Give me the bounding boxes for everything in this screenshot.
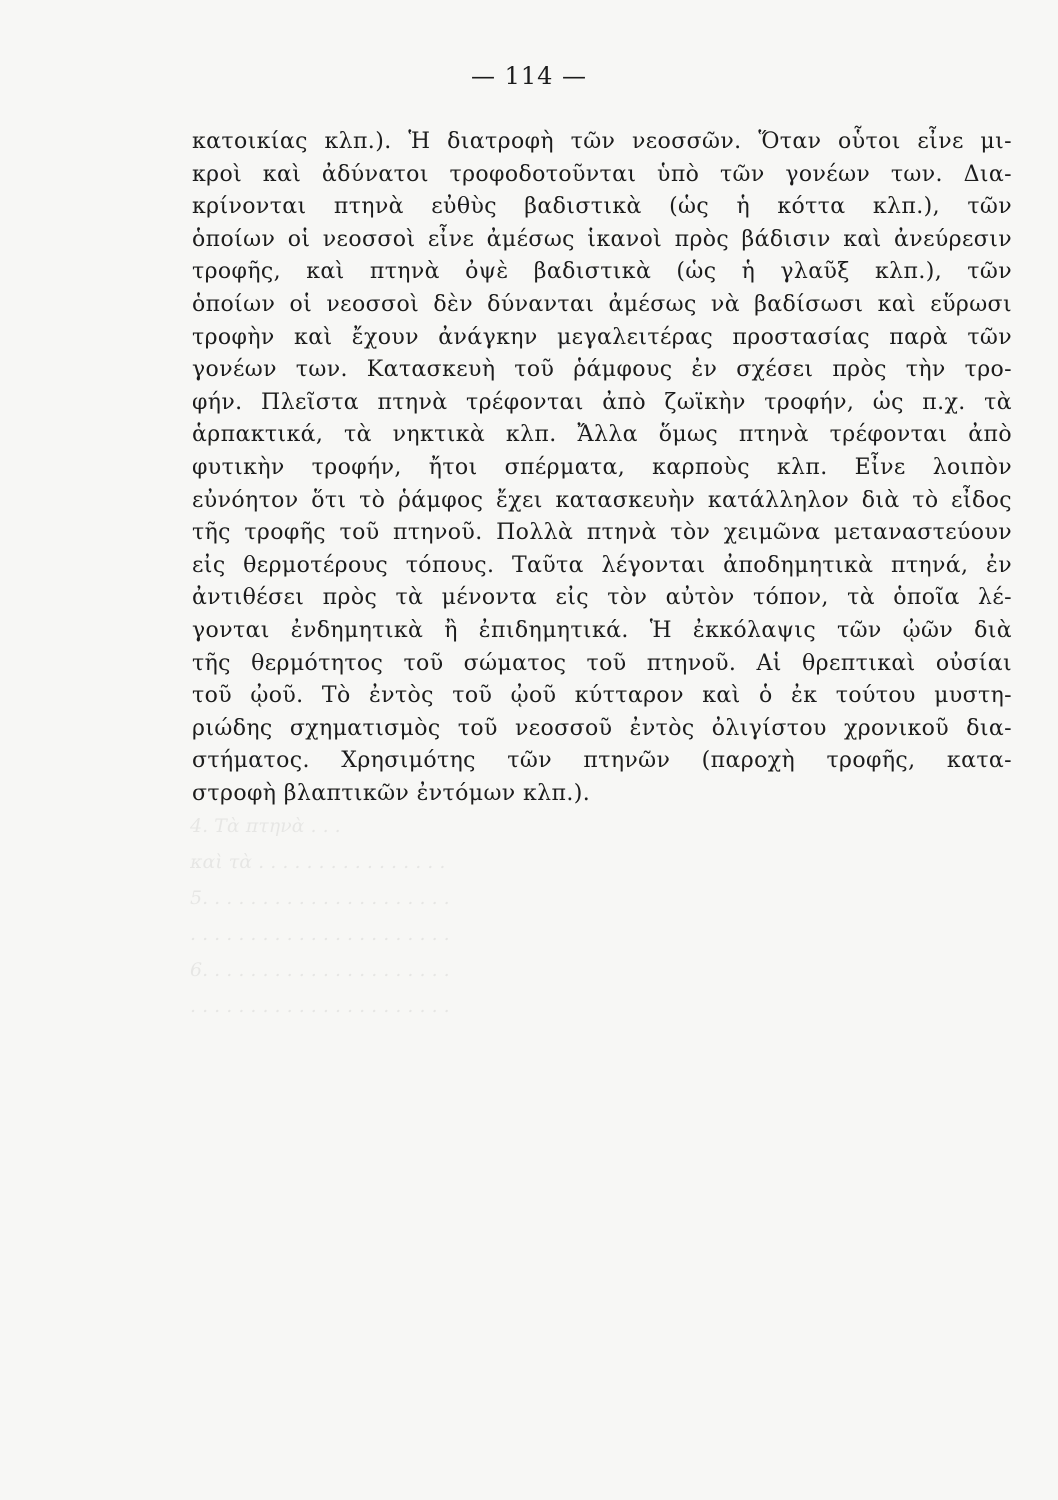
text-line: κρίνονται πτηνὰ εὐθὺς βαδιστικὰ (ὡς ἡ κόττα κλπ.), τῶν — [192, 194, 1012, 220]
text-line: εἰς θερμοτέρους τόπους. Ταῦτα λέγονται ἀποδημητικὰ πτηνά, ἐν — [192, 552, 1012, 578]
text-line: στήματος. Χρησιμότης τῶν πτηνῶν (παροχὴ τροφῆς, κατα- — [192, 748, 1012, 774]
text-line: φυτικὴν τροφήν, ἤτοι σπέρματα, καρποὺς κλπ. Εἶνε λοιπὸν — [192, 454, 1012, 480]
text-line: φήν. Πλεῖστα πτηνὰ τρέφονται ἀπὸ ζωϊκὴν τροφήν, ὡς π.χ. τὰ — [192, 389, 1012, 415]
text-line: τροφὴν καὶ ἔχουν ἀνάγκην μεγαλειτέρας προστασίας παρὰ τῶν — [192, 324, 1012, 350]
text-line: εὐνόητον ὅτι τὸ ῥάμφος ἔχει κατασκευὴν κατάλληλον διὰ τὸ εἶδος — [192, 487, 1012, 513]
text-line: γονται ἐνδημητικὰ ἢ ἐπιδημητικά. Ἡ ἐκκόλαψις τῶν ᾠῶν διὰ — [192, 617, 1012, 643]
text-line: ἁρπακτικά, τὰ νηκτικὰ κλπ. Ἄλλα ὅμως πτηνὰ τρέφονται ἀπὸ — [192, 422, 1012, 448]
text-line: στροφὴ βλαπτικῶν ἐντόμων κλπ.). — [192, 780, 591, 806]
text-line: κατοικίας κλπ.). Ἡ διατροφὴ τῶν νεοσσῶν. Ὅταν οὗτοι εἶνε μι- — [192, 129, 1012, 154]
text-line: ὁποίων οἱ νεοσσοὶ δὲν δύνανται ἀμέσως νὰ βαδίσωσι καὶ εὕρωσι — [192, 291, 1012, 317]
text-line: κροὶ καὶ ἀδύνατοι τροφοδοτοῦνται ὑπὸ τῶν γονέων των. Δια- — [192, 161, 1012, 187]
page-number: — 114 — — [470, 62, 588, 90]
show-through-from-reverse-page: 4. Τὰ πτηνὰ . . . καὶ τὰ . . . . . . . . . . . . . . . . 5. . . . . . . . . . . . . . . . . . . . . . . . . . . . . . . . . . . . . . . . . . . 6. . . . . . . . . . . . . . . . . . . . . . . . . . . . . . . . . . . . . . . . . . . — [190, 815, 450, 1017]
text-line: τῆς θερμότητος τοῦ σώματος τοῦ πτηνοῦ. Αἱ θρεπτικαὶ οὐσίαι — [192, 650, 1012, 676]
text-line: ριώδης σχηματισμὸς τοῦ νεοσσοῦ ἐντὸς ὀλιγίστου χρονικοῦ δια- — [192, 715, 1012, 741]
text-line: τροφῆς, καὶ πτηνὰ ὀψὲ βαδιστικὰ (ὡς ἡ γλαῦξ κλπ.), τῶν — [192, 259, 1012, 285]
text-line: ὁποίων οἱ νεοσσοὶ εἶνε ἀμέσως ἱκανοὶ πρὸς βάδισιν καὶ ἀνεύρεσιν — [192, 226, 1012, 252]
text-line: τῆς τροφῆς τοῦ πτηνοῦ. Πολλὰ πτηνὰ τὸν χειμῶνα μεταναστεύουν — [192, 520, 1012, 546]
body-paragraph — [192, 126, 1012, 810]
text-line: γονέων των. Κατασκευὴ τοῦ ῥάμφους ἐν σχέσει πρὸς τὴν τρο- — [192, 357, 1012, 383]
text-line: τοῦ ᾠοῦ. Τὸ ἐντὸς τοῦ ᾠοῦ κύτταρον καὶ ὁ ἐκ τούτου μυστη- — [192, 683, 1012, 709]
text-line: ἀντιθέσει πρὸς τὰ μένοντα εἰς τὸν αὐτὸν τόπον, τὰ ὁποῖα λέ- — [192, 585, 1012, 611]
